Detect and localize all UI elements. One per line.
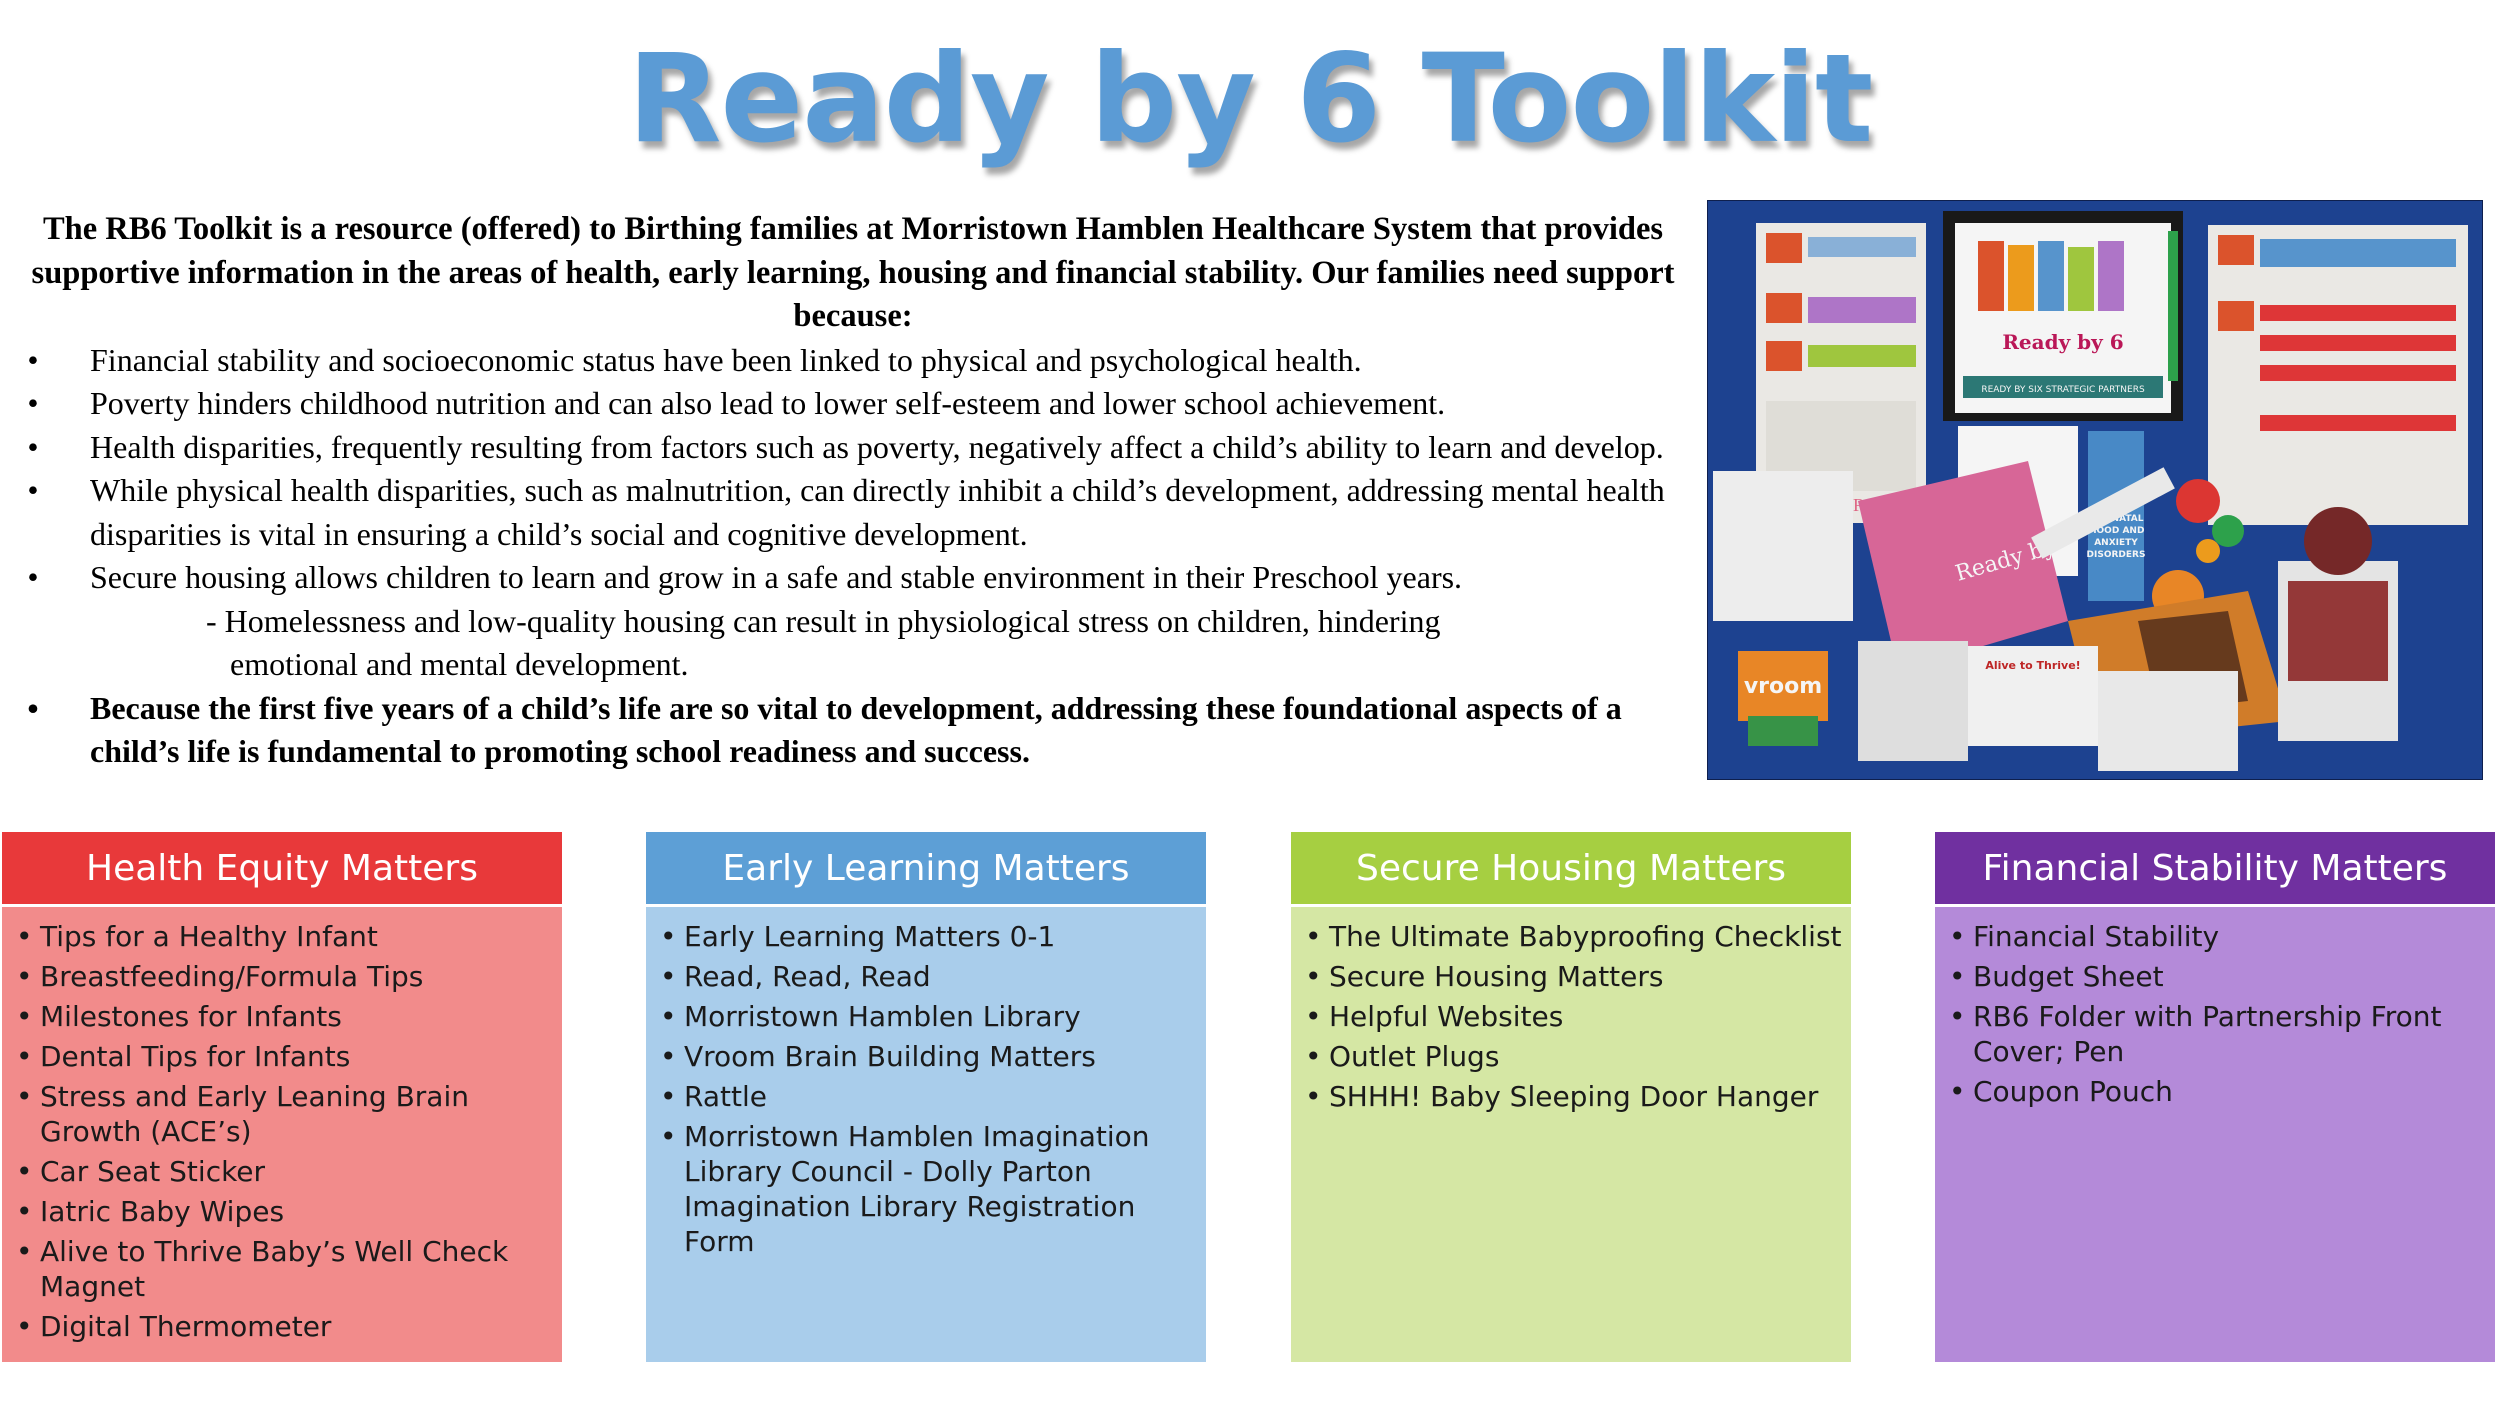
list-item: • Stress and Early Leaning Brain Growth (ACE’s) [16,1079,554,1149]
list-item: • Outlet Plugs [1305,1039,1843,1074]
card-early-learning-body [646,907,1206,1259]
list-item: • Coupon Pouch [1949,1074,2487,1109]
list-item: • Rattle [660,1079,1198,1114]
list-item: • The Ultimate Babyproofing Checklist [1305,919,1843,954]
card-financial-stability [1933,830,2497,1364]
card-secure-housing-header: Secure Housing Matters [1291,832,1851,907]
intro-bullet-list [18,339,1688,600]
page-title: Ready by 6 Toolkit [627,28,1873,170]
list-item: • Read, Read, Read [660,959,1198,994]
intro-final-list [18,687,1688,774]
card-health-equity [0,830,564,1364]
list-item: • Financial Stability [1949,919,2487,954]
card-secure-housing [1289,830,1853,1364]
intro-bullet: • Financial stability and socioeconomic status have been linked to physical and psychological health. [18,339,1688,383]
card-health-equity-list [16,919,554,1344]
intro-bullet: • While physical health disparities, such as malnutrition, can directly inhibit a child’s development, addressing mental health disparities is vital in ensuring a child’s social and cognitive development. [18,469,1688,556]
card-early-learning-header: Early Learning Matters [646,832,1206,907]
bullet-dot: • [27,472,39,508]
intro-bullet: • Poverty hinders childhood nutrition and can also lead to lower self-esteem and lower school achievement. [18,382,1688,426]
intro-subpoint: - Homelessness and low-quality housing can result in physiological stress on children, hindering [206,602,1441,639]
intro-final-bullet: • Because the first five years of a child’s life are so vital to development, addressing these foundational aspects of a child’s life is fundamental to promoting school readiness and success. [18,687,1688,774]
list-item: • Secure Housing Matters [1305,959,1843,994]
list-item: • Car Seat Sticker [16,1154,554,1189]
list-item: • Digital Thermometer [16,1309,554,1344]
list-item: • Alive to Thrive Baby’s Well Check Magnet [16,1234,554,1304]
intro-bullet: • Health disparities, frequently resulting from factors such as poverty, negatively affect a child’s ability to learn and develop. [18,426,1688,470]
list-item: • Morristown Hamblen Imagination Library Council - Dolly Parton Imagination Library Registration Form [660,1119,1198,1259]
bullet-dot: • [27,385,39,421]
bullet-dot: • [27,341,39,378]
list-item: • Tips for a Healthy Infant [16,919,554,954]
list-item: • RB6 Folder with Partnership Front Cover; Pen [1949,999,2487,1069]
list-item: • Dental Tips for Infants [16,1039,554,1074]
list-item: • SHHH! Baby Sleeping Door Hanger [1305,1079,1843,1114]
card-secure-housing-list [1305,919,1843,1114]
list-item: • Milestones for Infants [16,999,554,1034]
card-financial-stability-body [1935,907,2495,1109]
card-health-equity-header: Health Equity Matters [2,832,562,907]
card-secure-housing-body [1291,907,1851,1114]
toolkit-photo [1707,200,2483,780]
bullet-dot: • [27,559,39,595]
intro-section [18,208,1688,774]
intro-lead: The RB6 Toolkit is a resource (offered) to Birthing families at Morristown Hamblen Healthcare System that provides supportive information in the areas of health, early learning, housing and financial stability. Our families need support because: [31,211,1675,334]
card-health-equity-body [2,907,562,1344]
card-financial-stability-list [1949,919,2487,1109]
bullet-dot: • [27,428,39,465]
card-financial-stability-header: Financial Stability Matters [1935,832,2495,907]
bullet-dot: • [27,689,39,726]
intro-subpoint-cont: emotional and mental development. [230,646,689,682]
intro-bullet: • Secure housing allows children to learn and grow in a safe and stable environment in their Preschool years. [18,556,1688,600]
card-early-learning [644,830,1208,1364]
list-item: • Iatric Baby Wipes [16,1194,554,1229]
list-item: • Helpful Websites [1305,999,1843,1034]
list-item: • Morristown Hamblen Library [660,999,1198,1034]
toolkit-photo-illustration [1708,201,2482,779]
list-item: • Budget Sheet [1949,959,2487,994]
list-item: • Early Learning Matters 0-1 [660,919,1198,954]
card-early-learning-list [660,919,1198,1259]
list-item: • Vroom Brain Building Matters [660,1039,1198,1074]
list-item: • Breastfeeding/Formula Tips [16,959,554,994]
